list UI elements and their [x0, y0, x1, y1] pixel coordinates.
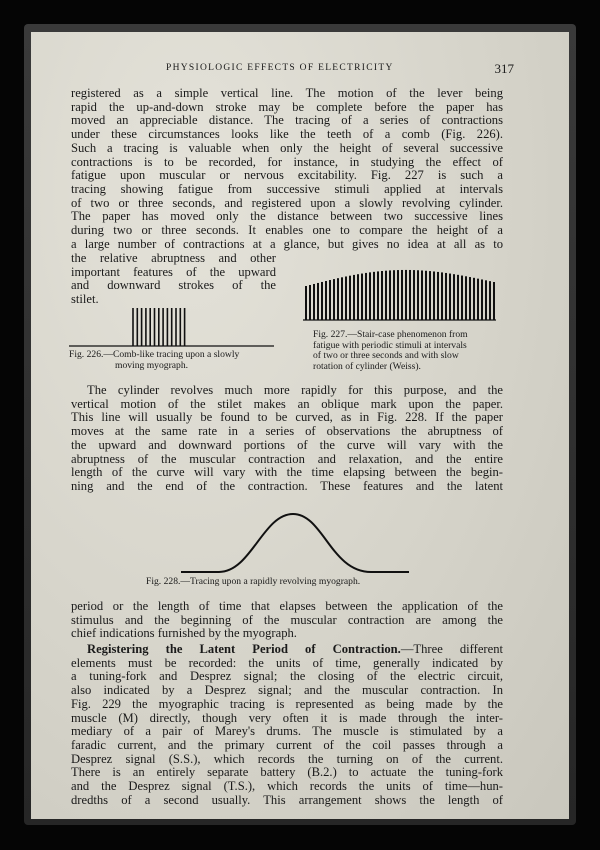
text-line: moved an appreciable distance. The tracing of a series of contractions: [71, 113, 503, 128]
text-line: registered as a simple vertical line. The motion of the lever being: [71, 86, 503, 100]
text-line: chief indications furnished by the myograph.: [71, 626, 297, 641]
text-line: muscle (M) directly, though very often it is made through the inter-: [71, 710, 503, 725]
caption-line: Fig. 226.—Comb-like tracing upon a slowly: [69, 349, 240, 360]
text-line: elements must be recorded: the units of time, generally indicated by: [71, 655, 503, 670]
text-line: and downward strokes of the: [71, 278, 276, 293]
text-line: and the Desprez signal (T.S.), which records the units of time—hun-: [71, 779, 503, 794]
caption-line: moving myograph.: [115, 359, 189, 371]
paragraph-3: [71, 600, 503, 641]
text-line: moves at the same rate in a series of observations the abruptness of: [71, 424, 503, 439]
text-line: This line will usually be found to be curved, as in Fig. 228. If the paper: [71, 410, 503, 425]
text-line: There is an entirely separate battery (B.2.) to actuate the tuning-fork: [71, 765, 503, 780]
running-title: PHYSIOLOGIC EFFECTS OF ELECTRICITY: [166, 63, 394, 73]
text-line: vertical motion of the stilet makes an oblique mark upon the paper.: [71, 396, 503, 411]
text-line: a large number of contractions at a glance, but gives no idea at all as to: [71, 236, 503, 251]
text-line: also indicated by a Desprez signal; and the muscular contraction. In: [71, 683, 503, 698]
caption-line: Fig. 227.—Stair-case phenomenon from: [313, 329, 468, 340]
text-line: dredths of a second usually. This arrangement shows the length of: [71, 792, 503, 807]
paragraph-2: [71, 384, 503, 494]
text-line: abruptness of the muscular contraction and relaxation, and the entire: [71, 451, 503, 466]
text-line: important features of the upward: [71, 264, 276, 279]
caption-line: fatigue with periodic stimuli at intervals: [313, 339, 467, 351]
text-line: Desprez signal (S.S.), which records the turning on of the current.: [71, 751, 503, 766]
text-line: faradic current, and the primary current of the coil passes through a: [71, 737, 503, 752]
text-line: of two or three seconds, and registered upon a slowly revolving cylinder.: [71, 195, 503, 210]
text-line: during two or three seconds. It enables one to compare the height of a: [71, 223, 503, 238]
text-line: the relative abruptness and other: [71, 251, 276, 265]
caption-line: of two or three seconds and with slow: [313, 350, 459, 362]
text-line: contractions is to be recorded, for instance, in studying the effect of: [71, 154, 503, 169]
fig-226-caption: [69, 350, 239, 371]
paragraph-4: [71, 643, 503, 807]
text-line: The paper has moved only the distance between two successive lines: [71, 209, 503, 224]
text-line: period or the length of time that elapses between the application of the: [71, 599, 503, 613]
caption-line: rotation of cylinder (Weiss).: [313, 360, 421, 372]
text-line: The cylinder revolves much more rapidly for this purpose, and the: [87, 383, 503, 397]
text-line: rapid the up-and-down stroke may be complete before the paper has: [71, 99, 503, 114]
paragraph-1-continued: [71, 252, 276, 307]
text-line: a tuning-fork and Desprez signal; the closing of the electric circuit,: [71, 669, 503, 684]
fig-228-caption: Fig. 228.—Tracing upon a rapidly revolving myograph.: [146, 576, 361, 587]
text-line: length of the curve will vary with the time elapsing between the begin-: [71, 465, 503, 480]
text-line: the upward and downward portions of the curve will vary with the: [71, 437, 503, 452]
text-line: stilet.: [71, 292, 99, 307]
text-line: fatigue upon muscular or nervous excitability. Fig. 227 is such a: [71, 168, 503, 183]
fig-227-staircase-tracing: [303, 264, 498, 324]
text-line: mediary of a pair of Marey's drums. The muscle is stimulated by a: [71, 724, 503, 739]
text-line: Such a tracing is valuable when only the height of several successive: [71, 140, 503, 155]
fig-226-comb-tracing: [69, 304, 274, 349]
text-line: ning and the end of the contraction. These features and the latent: [71, 478, 503, 493]
page-number: 317: [494, 61, 514, 76]
text-line: Fig. 229 the myographic tracing is represented as being made by the: [71, 696, 503, 711]
paragraph-1: [71, 87, 503, 251]
fig-228-curve: [181, 510, 411, 575]
section-heading: Registering the Latent Period of Contraction.: [87, 642, 401, 656]
text-line: [71, 643, 503, 657]
text-line: stimulus and the beginning of the muscular contraction are among the: [71, 612, 503, 627]
fig-227-caption: [313, 330, 468, 372]
book-page: [31, 32, 569, 819]
heading-tail: —Three different: [400, 642, 503, 656]
text-line: under these circumstances looks like the teeth of a comb (Fig. 226).: [71, 127, 503, 142]
text-line: tracing showing fatigue from successive stimuli applied at intervals: [71, 181, 503, 196]
